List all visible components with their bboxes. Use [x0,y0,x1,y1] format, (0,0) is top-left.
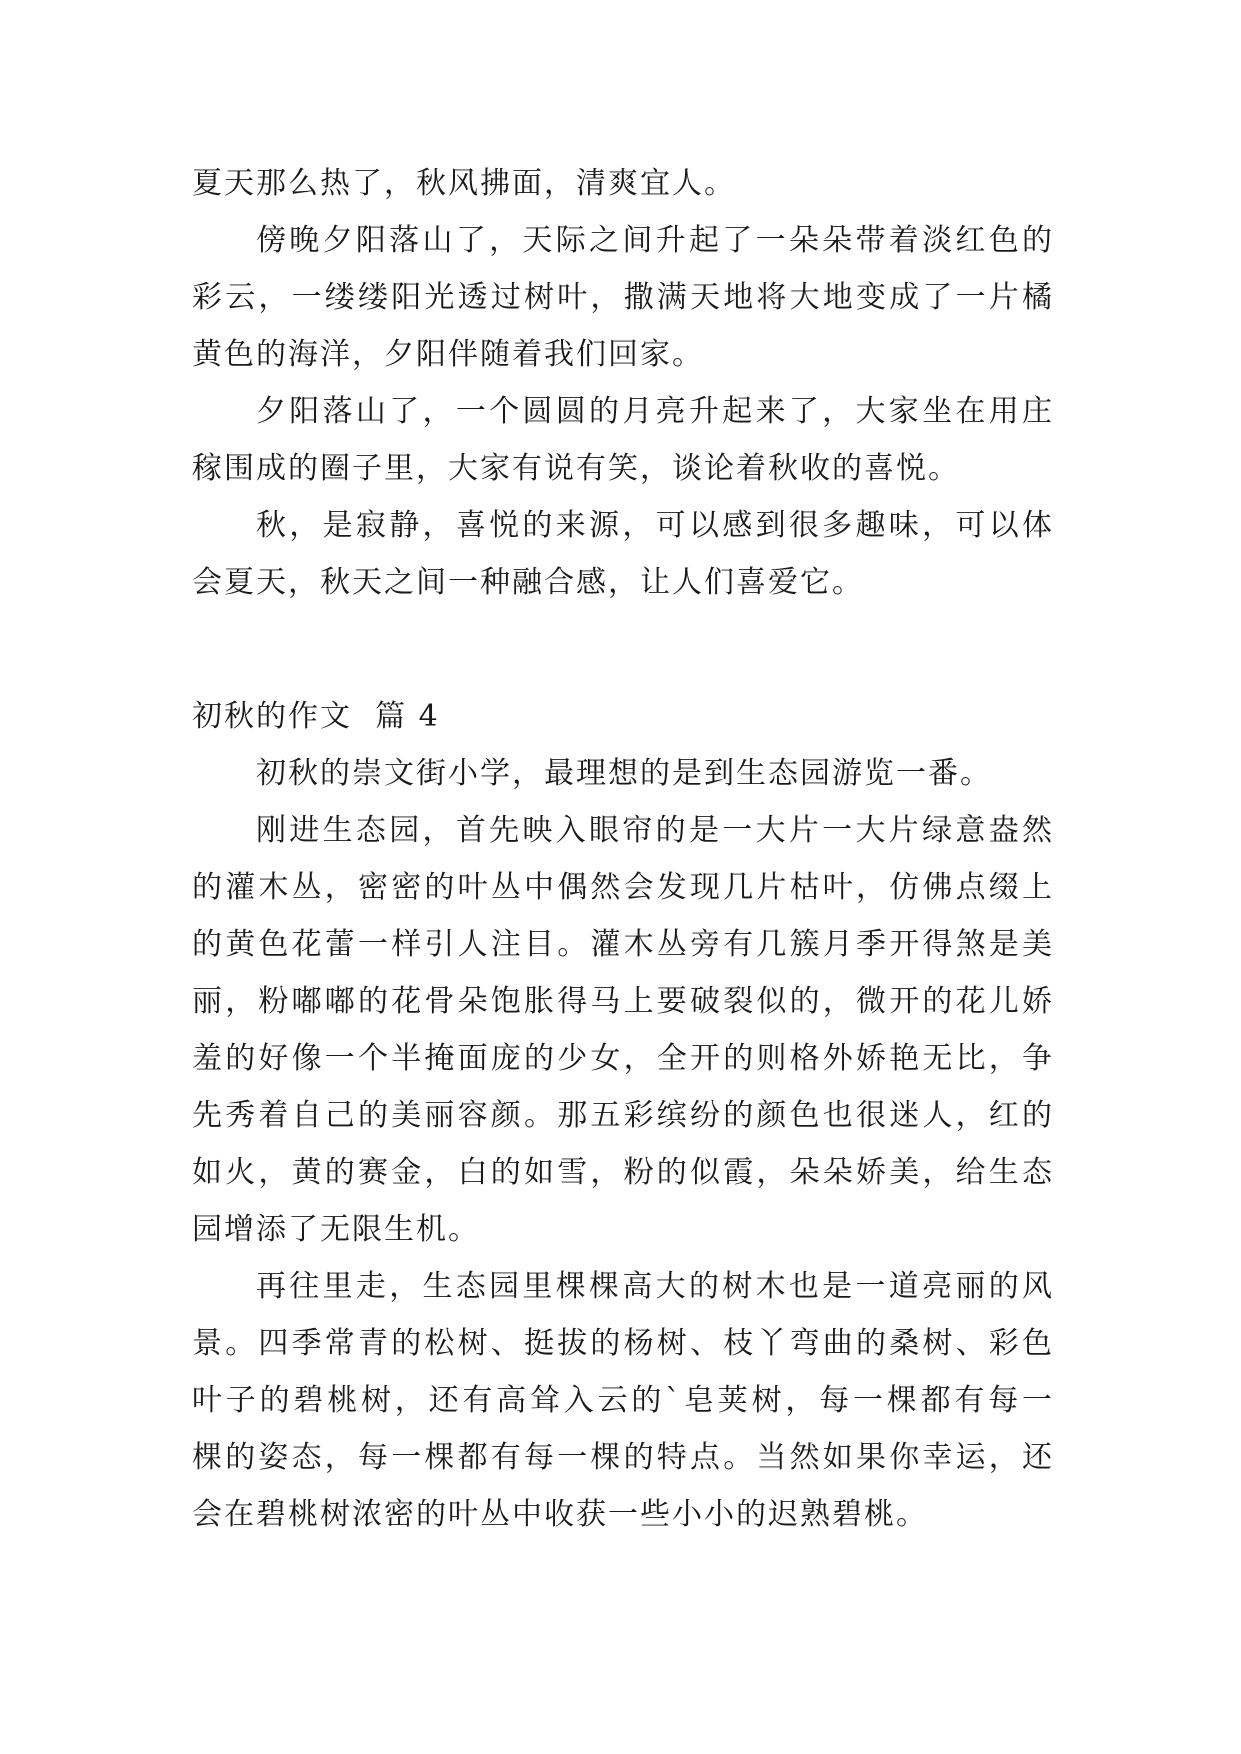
paragraph-first-line: 再往里走，生态园里棵棵高大的树木也是一道亮丽的风 [256,1269,1054,1304]
text-line: 羞的好像一个半掩面庞的少女，全开的则格外娇艳无比，争 [192,1041,1054,1076]
text-line: 如火，黄的赛金，白的如雪，粉的似霞，朵朵娇美，给生态 [192,1155,1054,1190]
text-line: 会夏天，秋天之间一种融合感，让人们喜爱它。 [192,565,864,600]
paragraph-first-line: 初秋的崇文街小学，最理想的是到生态园游览一番。 [256,756,992,791]
paragraph-first-line: 傍晚夕阳落山了，天际之间升起了一朵朵带着淡红色的 [256,223,1054,258]
paragraph-first-line: 刚进生态园，首先映入眼帘的是一大片一大片绿意盎然 [256,813,1054,848]
text-line: 园增添了无限生机。 [192,1212,480,1247]
paragraph-first-line: 夕阳落山了，一个圆圆的月亮升起来了，大家坐在用庄 [256,394,1054,429]
text-line: 会在碧桃树浓密的叶丛中收获一些小小的迟熟碧桃。 [192,1497,928,1532]
text-line: 的黄色花蕾一样引人注目。灌木丛旁有几簇月季开得煞是美 [192,927,1054,962]
text-line: 稼围成的圈子里，大家有说有笑，谈论着秋收的喜悦。 [192,451,960,486]
essay-section-previous [192,155,1054,611]
text-line: 的灌木丛，密密的叶丛中偶然会发现几片枯叶，仿佛点缀上 [192,870,1054,905]
text-line: 先秀着自己的美丽容颜。那五彩缤纷的颜色也很迷人，红的 [192,1098,1054,1133]
text-line: 黄色的海洋，夕阳伴随着我们回家。 [192,337,704,372]
text-line: 彩云，一缕缕阳光透过树叶，撒满天地将大地变成了一片橘 [192,280,1054,315]
paragraph-first-line: 秋，是寂静，喜悦的来源，可以感到很多趣味，可以体 [256,508,1054,543]
text-line: 棵的姿态，每一棵都有每一棵的特点。当然如果你幸运，还 [192,1440,1054,1475]
text-line: 丽，粉嘟嘟的花骨朵饱胀得马上要破裂似的，微开的花儿娇 [192,984,1054,1019]
text-line: 夏天那么热了，秋风拂面，清爽宜人。 [192,166,736,201]
essay-heading: 初秋的作文 篇 4 [192,699,440,734]
essay-section-4 [192,745,1054,1543]
text-line: 景。四季常青的松树、挺拔的杨树、枝丫弯曲的桑树、彩色 [192,1326,1054,1361]
text-line: 叶子的碧桃树，还有高耸入云的`皂荚树，每一棵都有每一 [192,1383,1054,1418]
